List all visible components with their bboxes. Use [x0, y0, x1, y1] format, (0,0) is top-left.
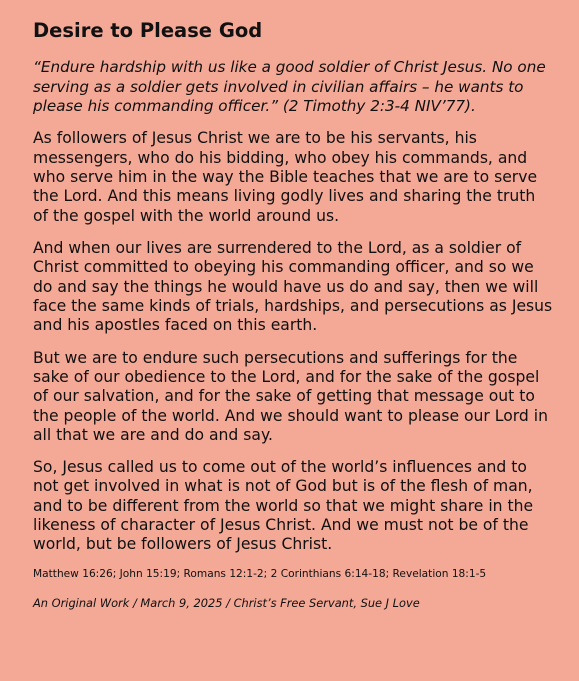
scripture-references: Matthew 16:26; John 15:19; Romans 12:1-2; 2 Corinthians 6:14-18; Revelation 18:1-5	[33, 567, 487, 580]
paragraph-4: So, Jesus called us to come out of the world’s influences and to not get involved in what is not of God but is of the flesh of man, and to be different from the world so that we might share in the likeness of character of Jesus Christ. And we must not be of the world, but be followers of Jesus Christ.	[33, 458, 534, 554]
paragraph-2: And when our lives are surrendered to the Lord, as a soldier of Christ committed to obeying his commanding officer, and so we do and say the things he would have us do and say, then we will face the same kinds of trials, hardships, and persecutions as Jesus and his apostles faced on this earth.	[33, 238, 553, 335]
paragraph-1: As followers of Jesus Christ we are to be his servants, his messengers, who do his bidding, who obey his commands, and who serve him in the way the Bible teaches that we are to serve the Lord. And this means living godly lives and sharing the truth of the gospel with the world around us.	[33, 129, 538, 225]
paragraph-3: But we are to endure such persecutions and sufferings for the sake of our obedience to the Lord, and for the sake of the gospel of our salvation, and for the sake of getting that message out to the people of the world. And we should want to please our Lord in all that we are and do and say.	[33, 348, 548, 444]
author-credit: An Original Work / March 9, 2025 / Christ’s Free Servant, Sue J Love	[33, 595, 420, 610]
scripture-quote: “Endure hardship with us like a good soldier of Christ Jesus. No one serving as a soldier gets involved in civilian affairs – he wants to please his commanding officer.” (2 Timothy 2:3-4 NIV’77).	[33, 58, 546, 115]
page-title: Desire to Please God	[33, 19, 263, 42]
